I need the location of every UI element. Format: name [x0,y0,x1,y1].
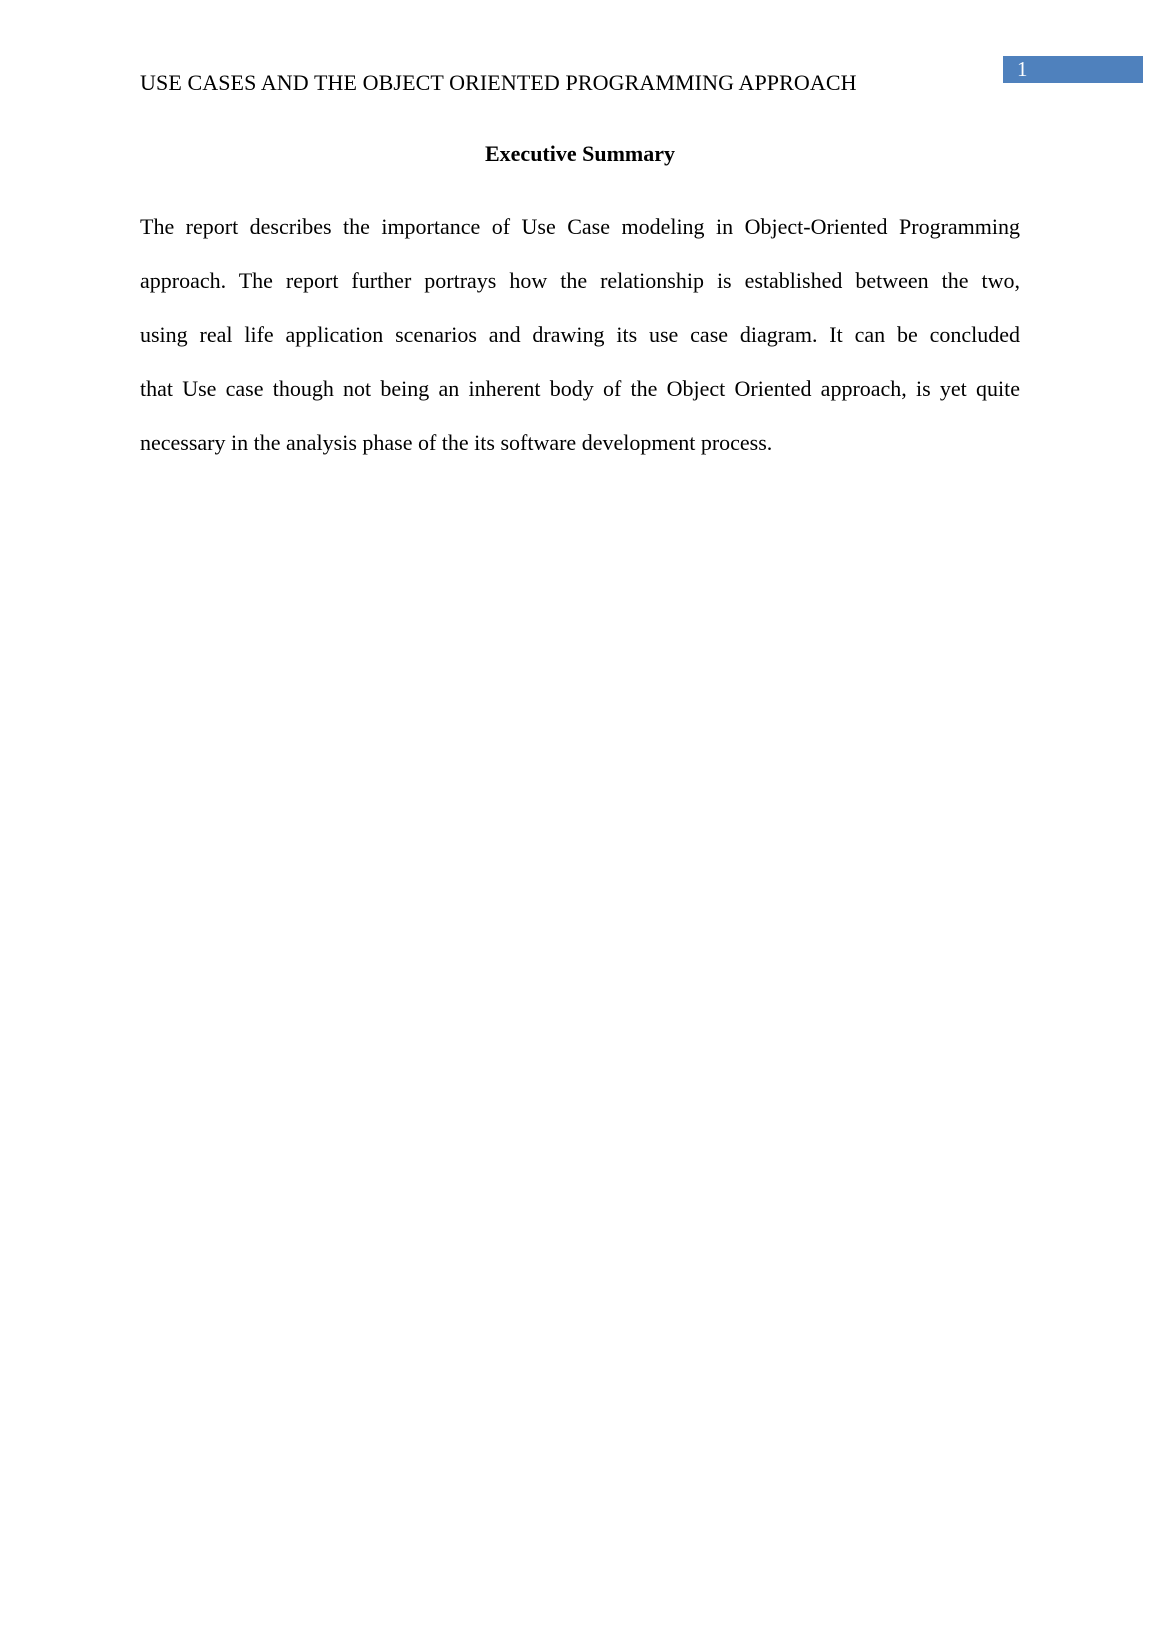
running-head: USE CASES AND THE OBJECT ORIENTED PROGRAMMING APPROACH [140,70,857,95]
paragraph-line: that Use case though not being an inherent body of the Object Oriented approach, is yet quite [140,376,1020,401]
page-number-badge [1003,56,1143,83]
summary-paragraph [140,200,1020,470]
paragraph-line: approach. The report further portrays how the relationship is established between the two, [140,268,1020,293]
paragraph-line: necessary in the analysis phase of the its software development process. [140,430,773,455]
paragraph-line: The report describes the importance of Use Case modeling in Object-Oriented Programming [140,214,1020,239]
paragraph-line: using real life application scenarios and drawing its use case diagram. It can be concluded [140,322,1020,347]
section-title: Executive Summary [484,141,676,166]
page-number: 1 [1017,57,1028,81]
